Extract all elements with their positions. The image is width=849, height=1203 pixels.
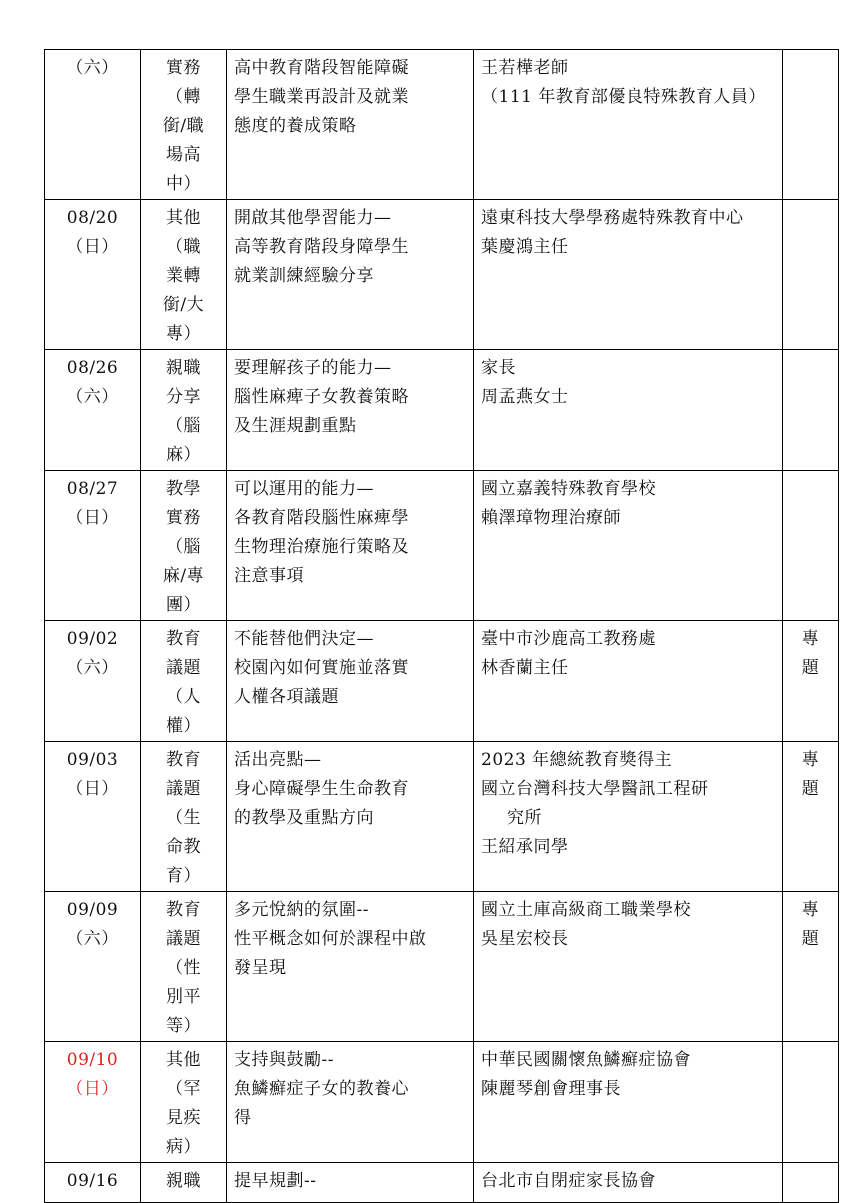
topic-line: 及生涯規劃重點: [234, 416, 357, 436]
session-weekday: （日）: [66, 508, 119, 528]
session-date: 09/16: [66, 1171, 119, 1191]
speaker-line: 王若樺老師: [481, 58, 569, 78]
note-cell: [783, 350, 839, 471]
note-line: 專: [801, 629, 820, 649]
speaker-line: 國立台灣科技大學醫訊工程研: [481, 779, 709, 799]
speaker-line: 臺中市沙鹿高工教務處: [481, 629, 656, 649]
session-date: 08/26: [66, 358, 119, 378]
speaker-line: 周孟燕女士: [481, 387, 569, 407]
date-cell: [45, 742, 141, 892]
topic-line: 開啟其他學習能力—: [234, 208, 392, 228]
session-date: 09/10: [66, 1050, 119, 1070]
date-cell: [45, 350, 141, 471]
category-line: 教學: [166, 479, 201, 499]
topic-cell: [227, 50, 474, 200]
speaker-cell: [474, 200, 783, 350]
category-line: 育）: [166, 866, 201, 886]
note-cell: [783, 1042, 839, 1163]
category-line: 銜/職: [162, 116, 205, 136]
category-cell: [141, 350, 227, 471]
speaker-line: （111 年教育部優良特殊教育人員）: [481, 87, 766, 107]
date-cell: [45, 892, 141, 1042]
category-cell: [141, 892, 227, 1042]
session-weekday: （六）: [66, 387, 119, 407]
category-line: 命教: [166, 837, 201, 857]
topic-line: 高等教育階段身障學生: [234, 237, 409, 257]
topic-line: 身心障礙學生生命教育: [234, 779, 409, 799]
topic-line: 魚鱗癬症子女的教養心: [234, 1079, 409, 1099]
speaker-line: 國立嘉義特殊教育學校: [481, 479, 656, 499]
category-cell: [141, 742, 227, 892]
session-weekday: （六）: [66, 929, 119, 949]
topic-cell: [227, 471, 474, 621]
category-line: （生: [166, 808, 201, 828]
category-line: 等）: [166, 1016, 201, 1036]
speaker-cell: [474, 50, 783, 200]
category-line: 專）: [166, 324, 201, 344]
topic-cell: [227, 350, 474, 471]
speaker-cell: [474, 1163, 783, 1203]
topic-line: 可以運用的能力—: [234, 479, 374, 499]
category-line: 別平: [166, 987, 201, 1007]
session-weekday: （日）: [66, 237, 119, 257]
speaker-cell: [474, 742, 783, 892]
topic-line: 性平概念如何於課程中啟: [234, 929, 427, 949]
schedule-row: [45, 350, 839, 471]
category-line: 教育: [166, 900, 201, 920]
schedule-row: [45, 471, 839, 621]
speaker-cell: [474, 471, 783, 621]
category-cell: [141, 200, 227, 350]
category-line: 親職: [166, 358, 201, 378]
topic-line: 的教學及重點方向: [234, 808, 374, 828]
category-line: （腦: [166, 416, 201, 436]
date-cell: [45, 471, 141, 621]
category-cell: [141, 621, 227, 742]
category-line: （轉: [166, 87, 201, 107]
session-date: 09/09: [66, 900, 119, 920]
speaker-line: 台北市自閉症家長協會: [481, 1171, 656, 1191]
note-line: 題: [801, 779, 820, 799]
schedule-body: [45, 50, 839, 1203]
category-line: 業轉: [166, 266, 201, 286]
speaker-line: 葉慶鴻主任: [481, 237, 569, 257]
topic-cell: [227, 1163, 474, 1203]
speaker-cell: [474, 621, 783, 742]
topic-line: 學生職業再設計及就業: [234, 87, 409, 107]
category-cell: [141, 471, 227, 621]
speaker-cell: [474, 892, 783, 1042]
topic-line: 多元悅納的氛圍--: [234, 900, 369, 920]
session-weekday: （六）: [66, 658, 119, 678]
topic-cell: [227, 621, 474, 742]
date-cell: [45, 200, 141, 350]
category-line: 銜/大: [162, 295, 205, 315]
category-line: 其他: [166, 208, 201, 228]
category-line: 見疾: [166, 1108, 201, 1128]
category-line: 親職: [166, 1171, 201, 1191]
category-line: 麻）: [166, 445, 201, 465]
speaker-line: 吳星宏校長: [481, 929, 569, 949]
date-cell: [45, 1163, 141, 1203]
speaker-line: 遠東科技大學學務處特殊教育中心: [481, 208, 744, 228]
topic-line: 提早規劃--: [234, 1171, 317, 1191]
schedule-row: [45, 1042, 839, 1163]
note-cell: [783, 200, 839, 350]
session-date: 09/02: [66, 629, 119, 649]
speaker-line: 國立土庫高級商工職業學校: [481, 900, 691, 920]
session-date: 08/27: [66, 479, 119, 499]
schedule-row: [45, 742, 839, 892]
session-weekday: （日）: [66, 1079, 119, 1099]
category-line: 議題: [166, 779, 201, 799]
category-line: 分享: [166, 387, 201, 407]
topic-line: 就業訓練經驗分享: [234, 266, 374, 286]
schedule-row: [45, 621, 839, 742]
note-cell: [783, 892, 839, 1042]
category-line: 權）: [166, 716, 201, 736]
session-date: 08/20: [66, 208, 119, 228]
session-weekday: （日）: [66, 779, 119, 799]
topic-line: 腦性麻痺子女教養策略: [234, 387, 409, 407]
category-line: 實務: [166, 58, 201, 78]
date-cell: [45, 1042, 141, 1163]
category-cell: [141, 1163, 227, 1203]
note-cell: [783, 471, 839, 621]
topic-cell: [227, 1042, 474, 1163]
topic-line: 校園內如何實施並落實: [234, 658, 409, 678]
topic-line: 發呈現: [234, 958, 287, 978]
session-date: 09/03: [66, 750, 119, 770]
topic-line: 活出亮點—: [234, 750, 322, 770]
session-weekday: （六）: [66, 58, 119, 78]
category-line: 病）: [166, 1137, 201, 1157]
note-cell: [783, 742, 839, 892]
category-line: 其他: [166, 1050, 201, 1070]
note-line: 專: [801, 750, 820, 770]
speaker-cell: [474, 1042, 783, 1163]
category-line: （罕: [166, 1079, 201, 1099]
note-line: 題: [801, 929, 820, 949]
schedule-row: [45, 200, 839, 350]
speaker-line: 2023 年總統教育獎得主: [481, 750, 673, 770]
category-line: 中）: [166, 174, 201, 194]
speaker-line: 陳麗琴創會理事長: [481, 1079, 621, 1099]
category-line: 教育: [166, 750, 201, 770]
category-line: （性: [166, 958, 201, 978]
category-line: （人: [166, 687, 201, 707]
schedule-row: [45, 50, 839, 200]
category-line: 議題: [166, 658, 201, 678]
note-line: 題: [801, 658, 820, 678]
speaker-line: 林香蘭主任: [481, 658, 569, 678]
speaker-line: 究所: [507, 808, 542, 828]
category-line: 場高: [166, 145, 201, 165]
category-line: 實務: [166, 508, 201, 528]
note-cell: [783, 50, 839, 200]
topic-line: 支持與鼓勵--: [234, 1050, 334, 1070]
date-cell: [45, 621, 141, 742]
topic-line: 人權各項議題: [234, 687, 339, 707]
topic-line: 高中教育階段智能障礙: [234, 58, 409, 78]
schedule-row: [45, 892, 839, 1042]
speaker-cell: [474, 350, 783, 471]
topic-line: 態度的養成策略: [234, 116, 357, 136]
category-line: 議題: [166, 929, 201, 949]
category-line: 團）: [166, 595, 201, 615]
speaker-line: 家長: [481, 358, 516, 378]
topic-line: 注意事項: [234, 566, 304, 586]
topic-line: 各教育階段腦性麻痺學: [234, 508, 409, 528]
topic-cell: [227, 200, 474, 350]
topic-line: 生物理治療施行策略及: [234, 537, 409, 557]
date-cell: [45, 50, 141, 200]
topic-cell: [227, 742, 474, 892]
topic-line: 要理解孩子的能力—: [234, 358, 392, 378]
schedule-row: [45, 1163, 839, 1203]
topic-line: 得: [234, 1108, 252, 1128]
topic-line: 不能替他們決定—: [234, 629, 374, 649]
category-cell: [141, 1042, 227, 1163]
category-line: （職: [166, 237, 201, 257]
category-line: （腦: [166, 537, 201, 557]
speaker-line: 中華民國關懷魚鱗癬症協會: [481, 1050, 691, 1070]
note-cell: [783, 1163, 839, 1203]
speaker-line: 王紹承同學: [481, 837, 569, 857]
schedule-table: [44, 49, 839, 1203]
category-line: 麻/專: [162, 566, 205, 586]
note-line: 專: [801, 900, 820, 920]
category-line: 教育: [166, 629, 201, 649]
speaker-line: 賴澤璋物理治療師: [481, 508, 621, 528]
category-cell: [141, 50, 227, 200]
topic-cell: [227, 892, 474, 1042]
note-cell: [783, 621, 839, 742]
